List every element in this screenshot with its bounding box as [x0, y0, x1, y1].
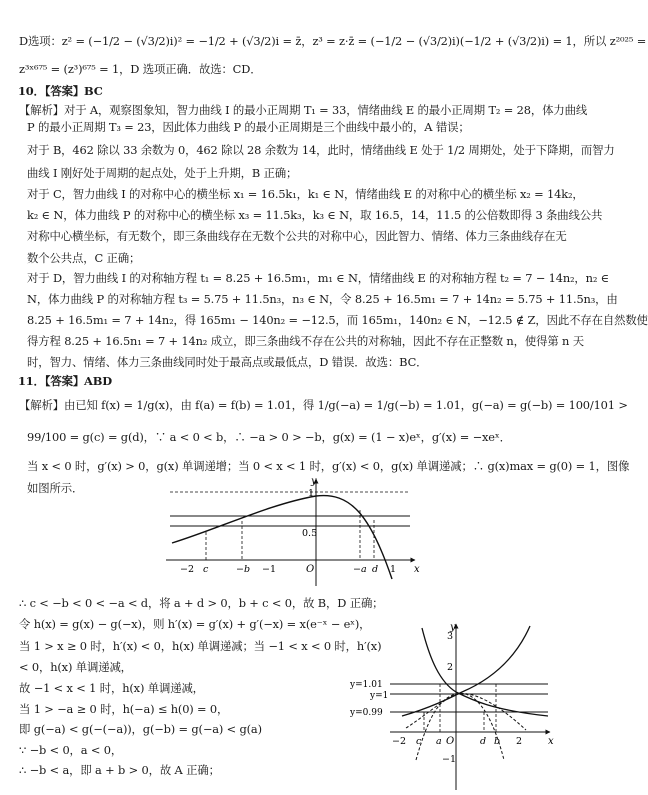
dashed-curve-a: [406, 693, 504, 760]
x-axis-label: x: [548, 736, 554, 747]
y-axis-label: y: [311, 476, 317, 487]
text-line: 令 h(x) = g(x) − g(−x)，则 h′(x) = g′(x) + g′(−x) = x(e⁻ˣ − eˣ)，: [19, 617, 371, 631]
text-line: 时，智力、情绪、体力三条曲线同时处于最高点或最低点，D 错误．故选：BC．: [27, 355, 428, 369]
tick-label: 1: [308, 488, 315, 499]
tick-label: 3: [447, 631, 454, 642]
text-line: ∴ −b < a，即 a + b > 0，故 A 正确；: [19, 763, 220, 777]
text-line: 故 −1 < x < 1 时，h(x) 单调递减，: [19, 681, 204, 695]
text-line: ∴ c < −b < 0 < −a < d，将 a + d > 0，b + c < 0，故 B，D 正确；: [19, 596, 384, 610]
text-line: 得方程 8.25 + 16.5n₁ = 7 + 14n₂ 成立，即三条曲线不存在公共的对称轴，因此不存在正整数 n，使得第 n 天: [27, 334, 584, 348]
text-line: 数个公共点，C 正确；: [27, 251, 141, 265]
tick-label: 1: [390, 564, 397, 575]
tick-label: 2: [516, 736, 523, 747]
text-line: z³ˣ⁶⁷⁵ = (z³)⁶⁷⁵ = 1，D 选项正确．故选：CD．: [19, 62, 262, 76]
tick-label: −2: [392, 736, 407, 747]
text-line: 【解析】由已知 f(x) = 1/g(x)，由 f(a) = f(b) = 1.01，得 1/g(−a) = 1/g(−b) = 1.01，g(−a) = g(−b) = 100/101 >: [19, 398, 628, 412]
origin-label: O: [306, 564, 315, 575]
tick-label: 2: [447, 662, 454, 673]
tick-label: b: [494, 736, 501, 747]
tick-label: −a: [353, 564, 367, 575]
text-line: 如图所示．: [27, 481, 84, 495]
line-label: y=1.01: [350, 680, 383, 690]
text-line: 对称中心横坐标，有无数个，即三条曲线存在无数个公共的对称中心，因此智力、情绪、体力三条曲线存在无: [27, 229, 567, 243]
text-line: N，体力曲线 P 的对称轴方程 t₃ = 5.75 + 11.5n₃，n₃ ∈ N，令 8.25 + 16.5m₁ = 7 + 14n₂ = 5.75 + 11.5n₃，由: [27, 292, 618, 306]
text-line: 即 g(−a) < g(−(−a))，g(−b) = g(−a) < g(a): [19, 722, 262, 736]
text-line: 99/100 = g(c) = g(d)，∵ a < 0 < b，∴ −a > 0 > −b，g(x) = (1 − x)eˣ，g′(x) = −xeˣ．: [27, 430, 511, 444]
tick-label: −b: [236, 564, 251, 575]
tick-label: c: [203, 564, 209, 575]
text-line: 【解析】对于 A，观察图象知，智力曲线 I 的最小正周期 T₁ = 33，情绪曲线 E 的最小正周期 T₂ = 28，体力曲线: [19, 103, 588, 117]
text-line: 曲线 I 刚好处于周期的起点处，处于上升期，B 正确；: [27, 166, 298, 180]
tick-label: d: [372, 564, 379, 575]
text-line: D选项：z² = (−1/2 − (√3/2)i)² = −1/2 + (√3/2)i = z̄，z³ = z·z̄ = (−1/2 − (√3/2)i)(−1/2 + (√3/2)i) = 1，所以 z²⁰²⁵ =: [19, 34, 647, 48]
text-line: 当 x < 0 时，g′(x) > 0，g(x) 单调递增；当 0 < x < 1 时，g′(x) < 0，g(x) 单调递减；∴ g(x)max = g(0) = 1，图像: [27, 459, 630, 473]
tick-label: −1: [442, 754, 457, 765]
text-line: 对于 C，智力曲线 I 的对称中心的横坐标 x₁ = 16.5k₁，k₁ ∈ N，情绪曲线 E 的对称中心的横坐标 x₂ = 14k₂，: [27, 187, 584, 201]
figure-h-curves: [350, 620, 560, 792]
tick-label: a: [436, 736, 442, 747]
answer-heading: 10．【答案】BC: [18, 84, 103, 98]
text-line: 对于 B，462 除以 33 余数为 0，462 除以 28 余数为 14，此时，情绪曲线 E 处于 1/2 周期处，处于下降期，而智力: [27, 143, 615, 157]
tick-label: −1: [262, 564, 277, 575]
text-line: 当 1 > −a ≥ 0 时，h(−a) ≤ h(0) = 0，: [19, 702, 229, 716]
figure-g-curve: [160, 474, 422, 592]
line-label: y=0.99: [350, 708, 383, 718]
origin-label: O: [446, 736, 455, 747]
tick-label: 0.5: [302, 528, 318, 539]
line-label: y=1: [370, 691, 389, 701]
text-line: 当 1 > x ≥ 0 时，h′(x) < 0，h(x) 单调递减；当 −1 < x < 0 时，h′(x): [19, 639, 382, 653]
x-axis-label: x: [414, 564, 420, 575]
tick-label: d: [480, 736, 487, 747]
answer-heading: 11．【答案】ABD: [18, 374, 112, 388]
dashed-curve-b: [416, 693, 526, 760]
text-line: k₂ ∈ N，体力曲线 P 的对称中心的横坐标 x₃ = 11.5k₃，k₃ ∈ N，取 16.5，14，11.5 的公倍数即得 3 条曲线公共: [27, 208, 603, 222]
text-line: 对于 D，智力曲线 I 的对称轴方程 t₁ = 8.25 + 16.5m₁，m₁ ∈ N，情绪曲线 E 的对称轴方程 t₂ = 7 − 14n₂，n₂ ∈: [27, 271, 610, 285]
text-line: ∵ −b < 0，a < 0，: [19, 743, 123, 757]
text-line: P 的最小正周期 T₃ = 23，因此体力曲线 P 的最小正周期是三个曲线中最小的，A 错误；: [27, 120, 470, 134]
y-axis-label: y: [450, 622, 456, 633]
text-line: 8.25 + 16.5m₁ = 7 + 14n₂，得 165m₁ − 140n₂ = −12.5，而 165m₁，140n₂ ∈ N，−12.5 ∉ Z，因此不存在自然数使: [27, 313, 648, 327]
tick-label: −2: [180, 564, 195, 575]
tick-label: c: [416, 736, 422, 747]
text-line: < 0，h(x) 单调递减，: [19, 660, 132, 674]
solid-curve-a: [402, 626, 530, 716]
